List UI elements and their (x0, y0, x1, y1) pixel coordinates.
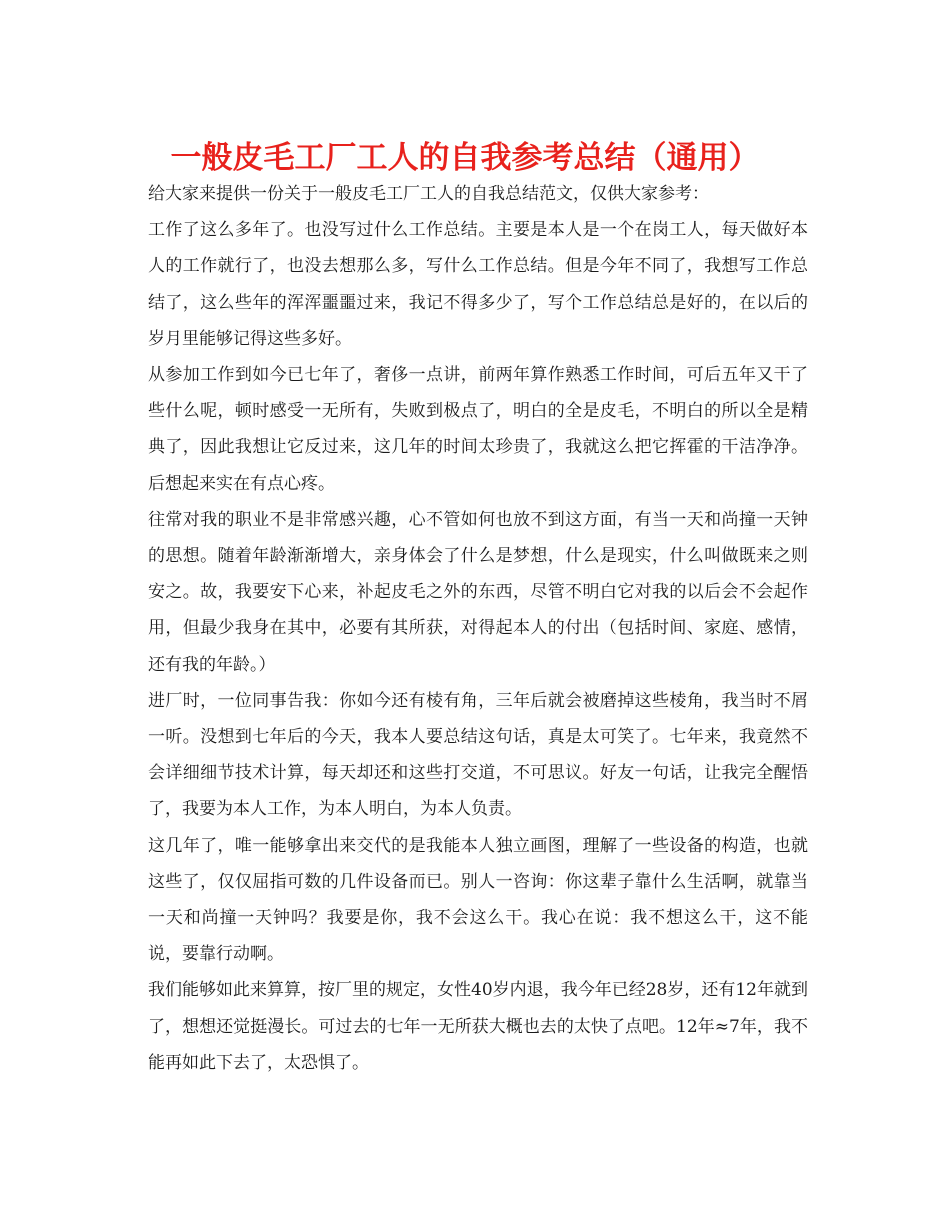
paragraph-2: 从参加工作到如今已七年了，奢侈一点讲，前两年算作熟悉工作时间，可后五年又干了些什么呢，顿时感受一无所有，失败到极点了，明白的全是皮毛，不明白的所以全是精典了，因此我想让它反过来，这几年的时间太珍贵了，我就这么把它挥霍的干洁净净。后想起来实在有点心疼。 (148, 365, 808, 494)
document-title: 一般皮毛工厂工人的自我参考总结（通用） (170, 140, 760, 176)
paragraph-4: 进厂时，一位同事告我：你如今还有棱有角，三年后就会被磨掉这些棱角，我当时不屑一听。没想到七年后的今天，我本人要总结这句话，真是太可笑了。七年来，我竟然不会详细细节技术计算，每天却还和这些打交道，不可思议。好友一句话，让我完全醒悟了，我要为本人工作，为本人明白，为本人负责。 (148, 690, 808, 820)
document-body (148, 176, 808, 1081)
paragraph-1: 工作了这么多年了。也没写过什么工作总结。主要是本人是一个在岗工人，每天做好本人的工作就行了，也没去想那么多，写什么工作总结。但是今年不同了，我想写工作总结了，这么些年的浑浑噩噩过来，我记不得多少了，写个工作总结总是好的，在以后的岁月里能够记得这些多好。 (148, 220, 808, 349)
paragraph-5: 这几年了，唯一能够拿出来交代的是我能本人独立画图，理解了一些设备的构造，也就这些了，仅仅屈指可数的几件设备而已。别人一咨询：你这辈子靠什么生活啊，就靠当一天和尚撞一天钟吗？我要是你，我不会这么干。我心在说：我不想这么干，这不能说，要靠行动啊。 (148, 835, 808, 965)
paragraph-intro: 给大家来提供一份关于一般皮毛工厂工人的自我总结范文，仅供大家参考： (148, 184, 709, 204)
paragraph-6: 我们能够如此来算算，按厂里的规定，女性40岁内退，我今年已经28岁，还有12年就到了，想想还觉挺漫长。可过去的七年一无所获大概也去的太快了点吧。12年≈7年，我不能再如此下去了，太恐惧了。 (148, 980, 808, 1073)
paragraph-3: 往常对我的职业不是非常感兴趣，心不管如何也放不到这方面，有当一天和尚撞一天钟的思想。随着年龄渐渐增大，亲身体会了什么是梦想，什么是现实，什么叫做既来之则安之。故，我要安下心来，补起皮毛之外的东西，尽管不明白它对我的以后会不会起作用，但最少我身在其中，必要有其所获，对得起本人的付出（包括时间、家庭、感情，还有我的年龄。） (148, 509, 808, 675)
